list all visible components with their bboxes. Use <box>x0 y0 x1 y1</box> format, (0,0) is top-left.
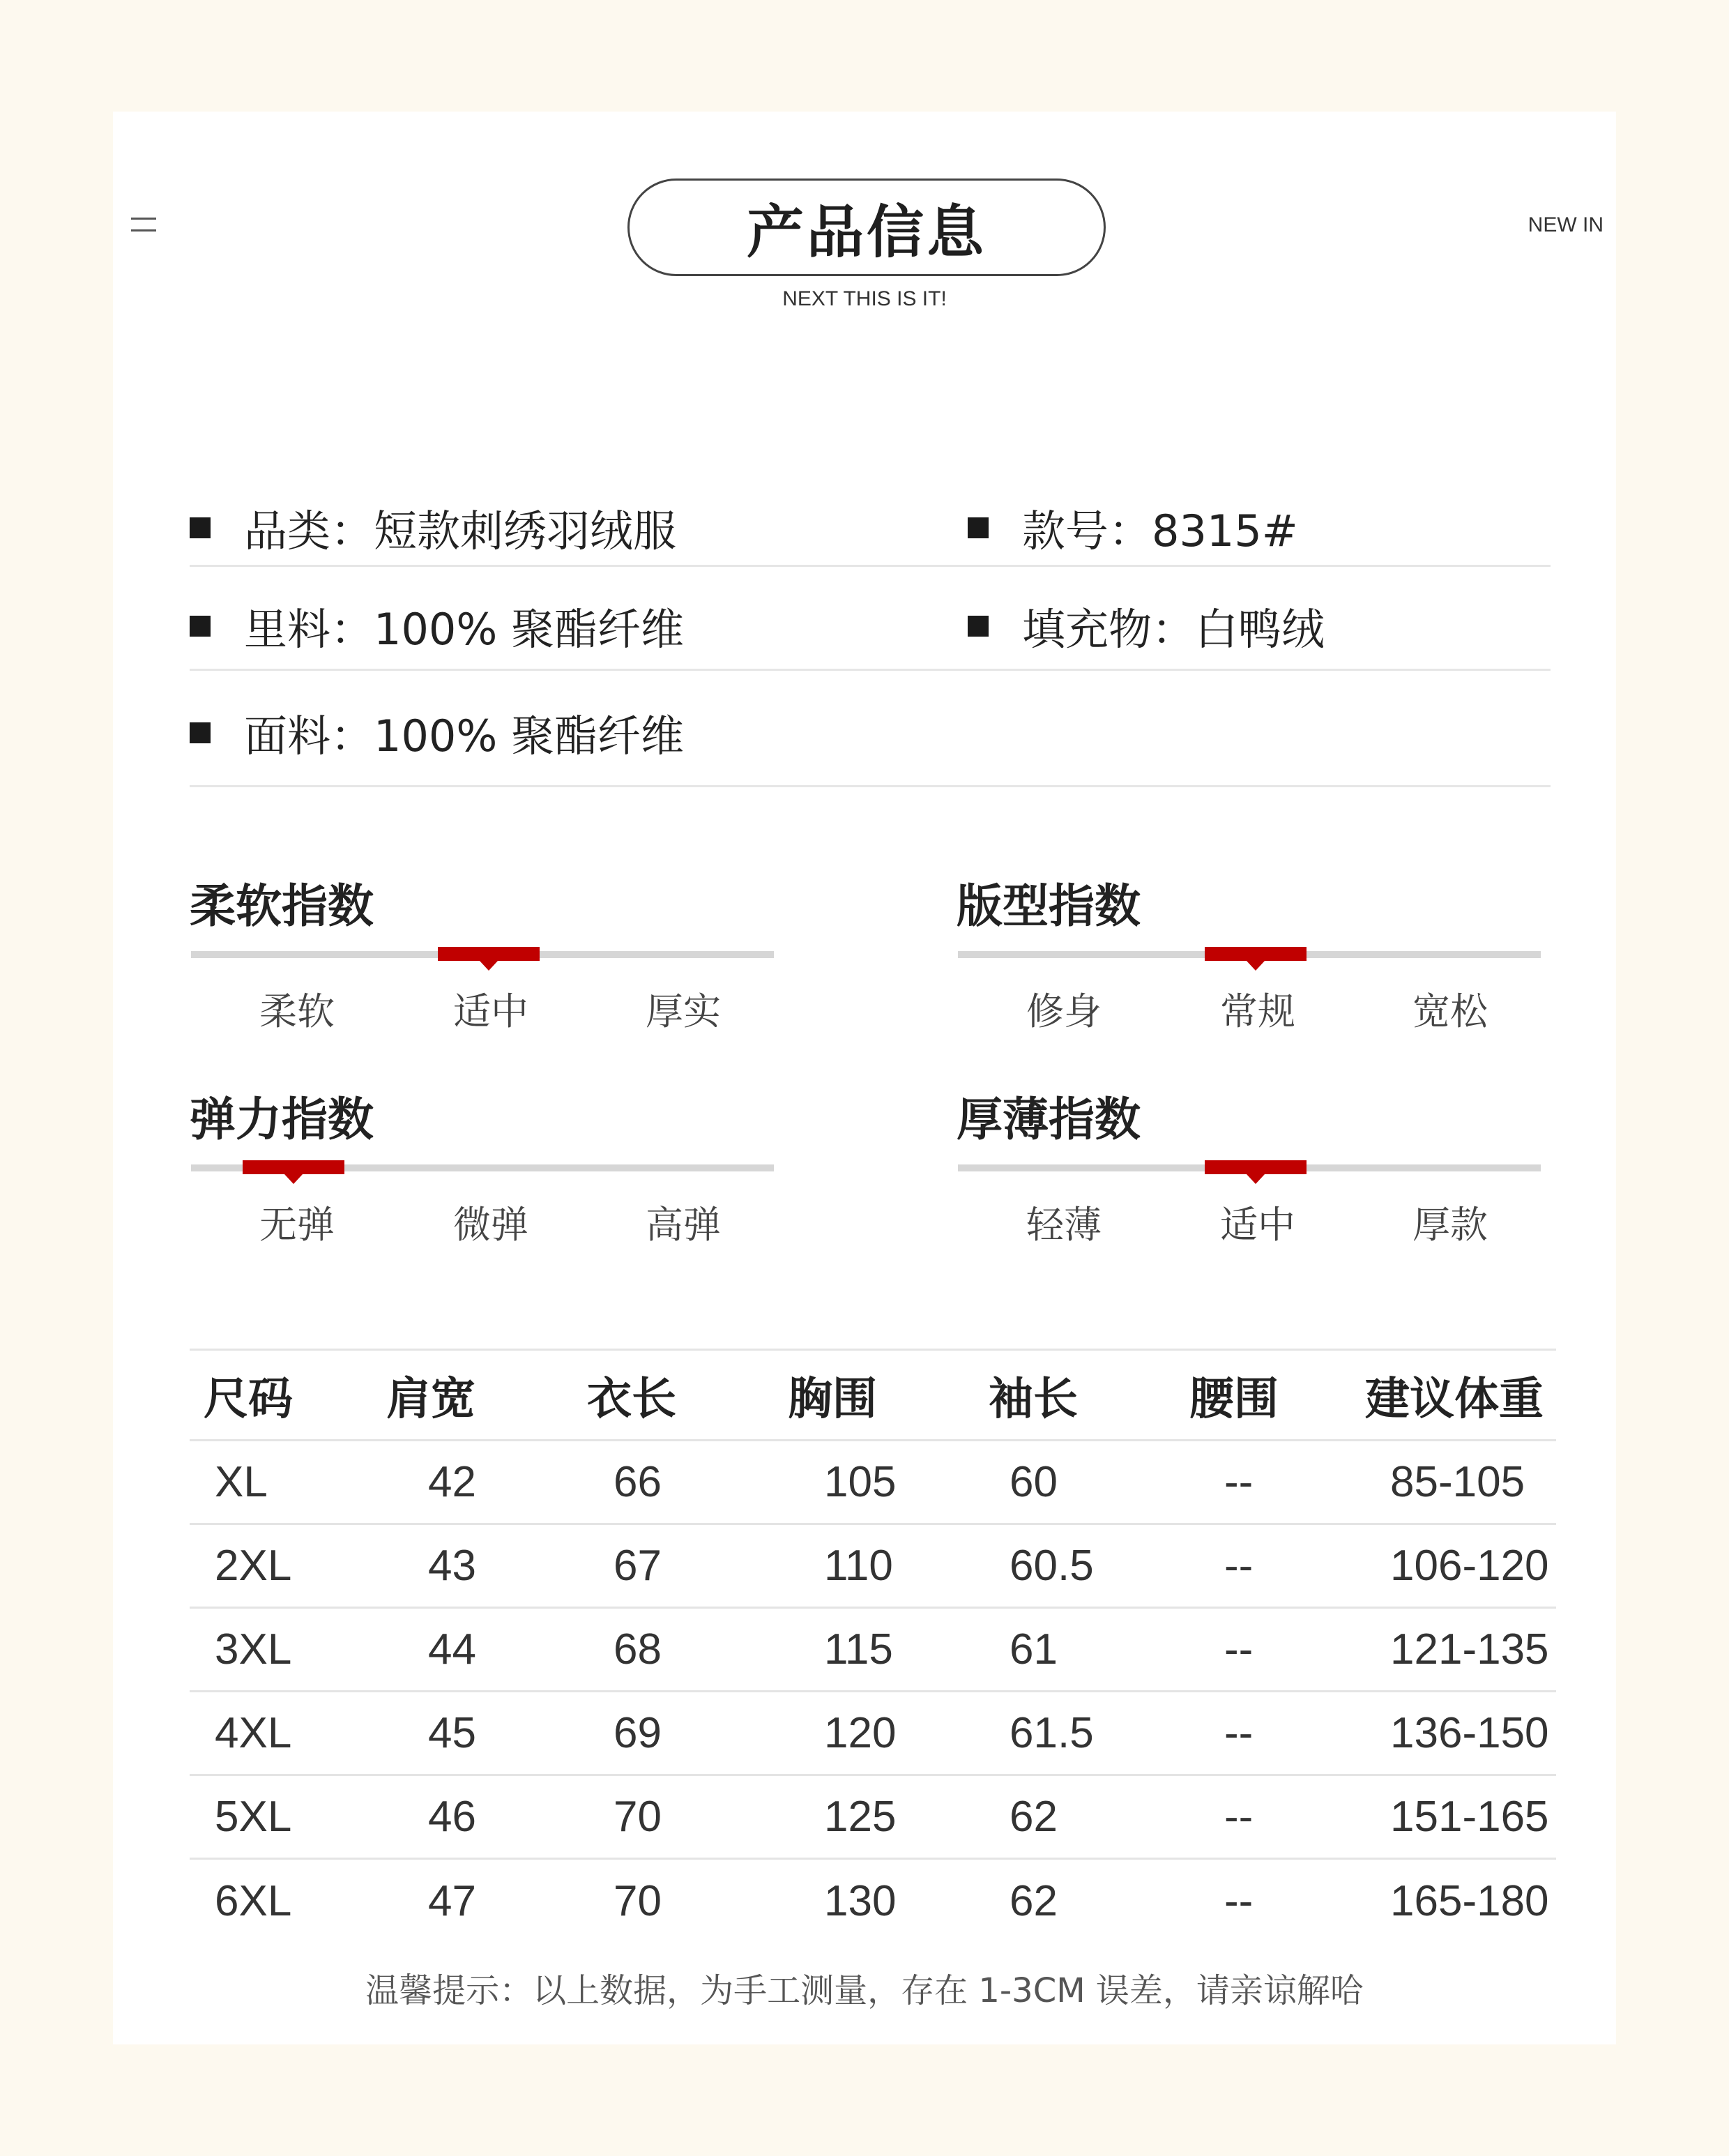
table-cell: XL <box>215 1458 268 1506</box>
table-cell: 130 <box>824 1876 897 1925</box>
index-title: 柔软指数 <box>190 879 374 933</box>
index-title: 厚薄指数 <box>957 1093 1141 1146</box>
index-option: 厚款 <box>1412 1203 1488 1247</box>
header-cell: 建议体重 <box>1365 1373 1544 1425</box>
bullet-icon <box>190 517 211 538</box>
menu-icon[interactable] <box>131 218 156 236</box>
table-cell: 85-105 <box>1390 1458 1525 1506</box>
info-fabric: 面料：100% 聚酯纤维 <box>244 711 684 761</box>
info-item-style-no <box>968 496 1298 559</box>
index-title: 弹力指数 <box>190 1093 374 1146</box>
table-row <box>190 1524 1556 1608</box>
table-cell: -- <box>1224 1458 1254 1506</box>
info-lining: 里料：100% 聚酯纤维 <box>244 604 684 655</box>
index-option: 适中 <box>453 989 528 1033</box>
measurement-tip: 温馨提示：以上数据，为手工测量，存在 1-3CM 误差，请亲谅解哈 <box>365 1971 1364 2010</box>
table-cell: 61 <box>1010 1625 1058 1673</box>
new-in-tag: NEW IN <box>1528 213 1604 236</box>
table-cell: 68 <box>614 1625 662 1673</box>
table-row <box>190 1692 1556 1775</box>
table-cell: 44 <box>428 1625 476 1673</box>
index-option: 微弹 <box>453 1203 528 1247</box>
table-cell: 110 <box>824 1542 893 1590</box>
table-cell: 70 <box>614 1876 662 1925</box>
bullet-icon <box>190 722 211 743</box>
table-cell: 120 <box>824 1709 897 1757</box>
info-style-no: 款号：8315# <box>1022 506 1298 556</box>
index-option: 轻薄 <box>1026 1203 1102 1247</box>
index-option: 高弹 <box>646 1203 721 1247</box>
header-cell: 胸围 <box>788 1373 877 1425</box>
info-item-filling <box>968 595 1325 657</box>
info-item-lining <box>190 595 684 657</box>
table-cell: 61.5 <box>1010 1709 1094 1757</box>
index-marker <box>243 1160 344 1174</box>
info-item-category <box>190 496 676 559</box>
bullet-icon <box>968 616 989 637</box>
header-cell: 衣长 <box>587 1373 676 1425</box>
table-cell: 151-165 <box>1390 1793 1549 1841</box>
table-cell: 67 <box>614 1542 662 1590</box>
table-cell: 62 <box>1010 1876 1058 1925</box>
index-option: 修身 <box>1026 989 1102 1033</box>
table-cell: 125 <box>824 1793 897 1841</box>
table-row <box>190 1775 1556 1859</box>
index-marker <box>438 947 540 961</box>
index-marker <box>1205 1160 1307 1174</box>
table-row <box>190 1608 1556 1692</box>
info-category: 品类：短款刺绣羽绒服 <box>244 506 677 556</box>
table-cell: 136-150 <box>1390 1709 1549 1757</box>
bullet-icon <box>968 517 989 538</box>
info-filling: 填充物：白鸭绒 <box>1022 604 1325 655</box>
info-row-3 <box>190 671 1551 787</box>
table-cell: 69 <box>614 1709 662 1757</box>
header-cell: 腰围 <box>1189 1373 1279 1425</box>
index-option: 厚实 <box>646 989 721 1033</box>
index-option: 无弹 <box>259 1203 335 1247</box>
table-cell: -- <box>1224 1876 1254 1925</box>
size-table <box>190 1349 1556 1943</box>
table-row <box>190 1859 1556 1943</box>
table-cell: -- <box>1224 1625 1254 1673</box>
table-cell: -- <box>1224 1542 1254 1590</box>
header-cell: 肩宽 <box>386 1373 475 1425</box>
table-cell: -- <box>1224 1793 1254 1841</box>
table-cell: 60.5 <box>1010 1542 1094 1590</box>
table-cell: 4XL <box>215 1709 292 1757</box>
table-cell: 42 <box>428 1458 476 1506</box>
table-cell: 2XL <box>215 1542 292 1590</box>
table-cell: 66 <box>614 1458 662 1506</box>
table-cell: 3XL <box>215 1625 292 1673</box>
header-cell: 袖长 <box>989 1373 1078 1425</box>
info-item-fabric <box>190 701 684 764</box>
table-cell: 6XL <box>215 1876 292 1925</box>
page-subtitle: NEXT THIS IS IT! <box>782 287 947 310</box>
info-row-2 <box>190 567 1551 671</box>
table-cell: 62 <box>1010 1793 1058 1841</box>
table-row <box>190 1441 1556 1524</box>
index-option: 常规 <box>1220 989 1295 1033</box>
table-cell: 43 <box>428 1542 476 1590</box>
table-cell: 105 <box>824 1458 897 1506</box>
table-cell: 106-120 <box>1390 1542 1549 1590</box>
table-cell: 60 <box>1010 1458 1058 1506</box>
index-option: 适中 <box>1220 1203 1295 1247</box>
header-cell: 尺码 <box>204 1373 293 1425</box>
index-marker <box>1205 947 1307 961</box>
index-option: 柔软 <box>259 989 335 1033</box>
info-row-1 <box>190 474 1551 567</box>
table-cell: 121-135 <box>1390 1625 1549 1673</box>
product-info-card <box>113 112 1616 2044</box>
table-cell: 115 <box>824 1625 893 1673</box>
table-cell: 5XL <box>215 1793 292 1841</box>
size-table-body <box>190 1441 1556 1943</box>
table-cell: 47 <box>428 1876 476 1925</box>
index-title: 版型指数 <box>957 879 1141 933</box>
table-cell: 46 <box>428 1793 476 1841</box>
table-cell: 45 <box>428 1709 476 1757</box>
table-cell: 165-180 <box>1390 1876 1549 1925</box>
page-title: 产品信息 <box>627 179 1106 276</box>
bullet-icon <box>190 616 211 637</box>
index-option: 宽松 <box>1412 989 1488 1033</box>
size-table-header <box>190 1350 1556 1441</box>
table-cell: 70 <box>614 1793 662 1841</box>
table-cell: -- <box>1224 1709 1254 1757</box>
